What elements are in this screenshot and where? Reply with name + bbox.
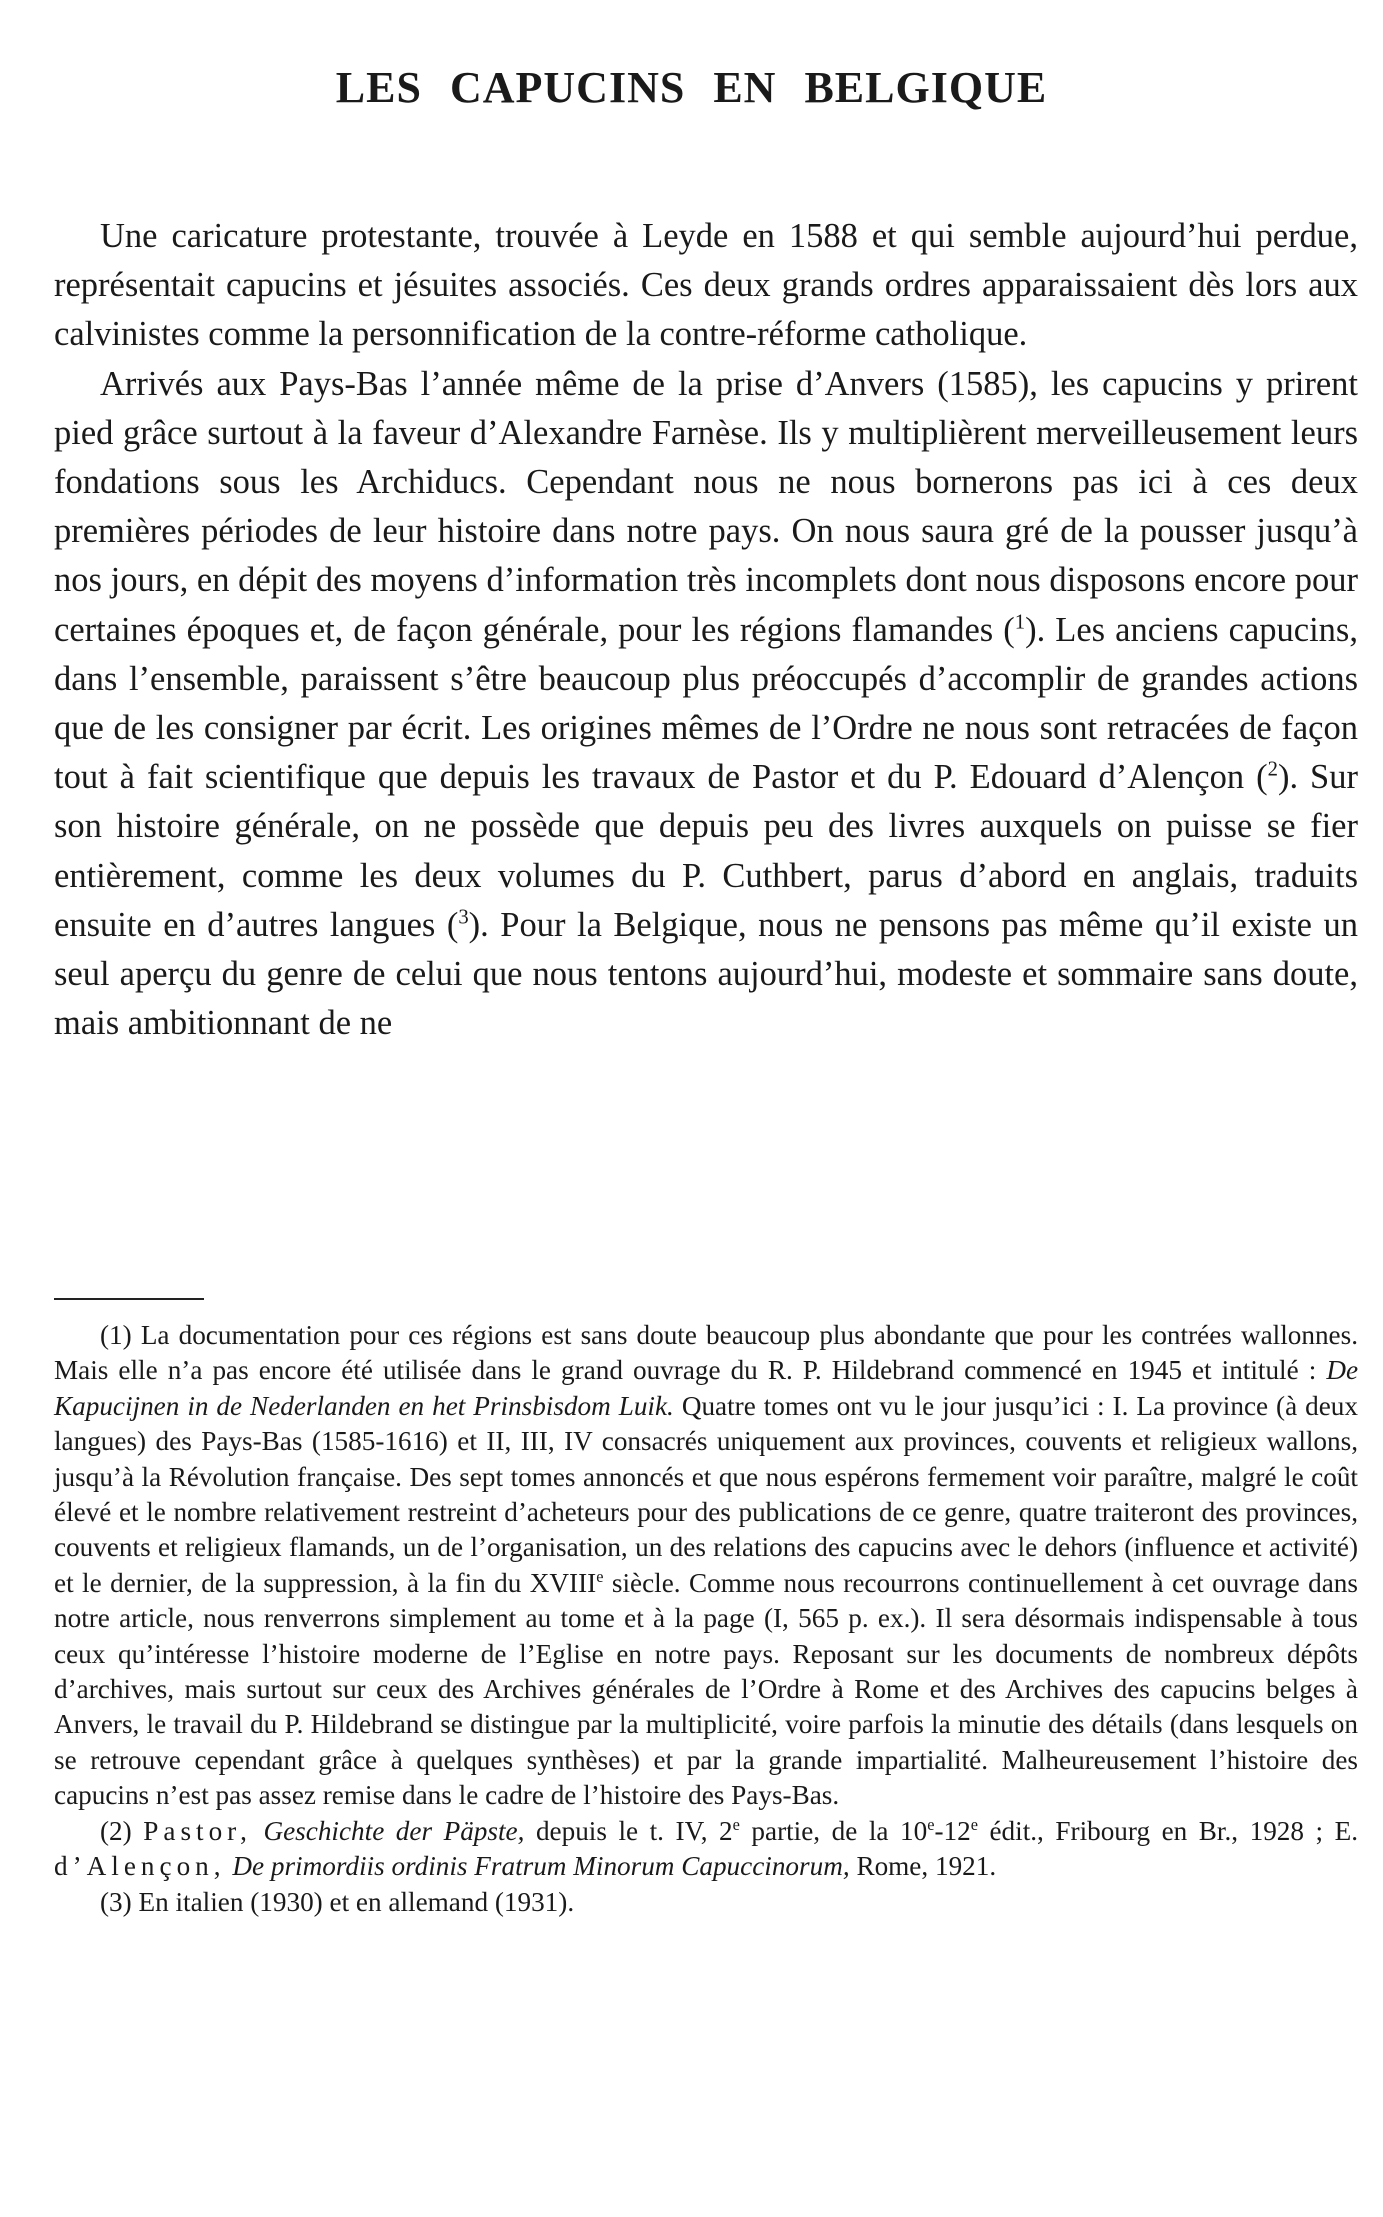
footnote-number: (2): [100, 1815, 132, 1846]
footnote-ref-2: 2: [1267, 758, 1278, 781]
cited-title: De Kapucijnen in de Nederlanden en het Prinsbisdom Luik.: [54, 1355, 1359, 1421]
footnote-number: (3): [100, 1886, 132, 1917]
text-run: ). Sur son histoire générale, on ne possède que depuis peu des livres auxquels on puisse se fier entièrement, comme les deux volumes du P. Cuthbert, parus d’abord en anglais, traduits ensuite en d’autres langues (: [54, 758, 1358, 944]
superscript: e: [596, 1566, 604, 1586]
text-run: édit., Fribourg en Br., 1928 ; E.: [977, 1815, 1359, 1846]
text-run: partie, de la 10: [739, 1815, 928, 1846]
text-run: -12: [934, 1815, 971, 1846]
author-name: d’Alençon,: [54, 1851, 226, 1882]
page-title: [0, 62, 1383, 115]
paragraph-2: [54, 360, 1358, 1049]
footnote-ref-3: 3: [458, 906, 469, 929]
title-word: CAPUCINS: [449, 63, 686, 112]
paragraph-1: Une caricature protestante, trouvée à Leyde en 1588 et qui semble aujourd’hui perdue, représentait capucins et jésuites associés. Ces deux grands ordres apparaissaient dès lors aux calvinistes comme la personnification de la contre-réforme catholique.: [54, 217, 1358, 354]
text-run: La documentation pour ces régions est sans doute beaucoup plus abondante que pour les contrées wallonnes. Mais elle n’a pas encore été utilisée dans le grand ouvrage du R. P. Hildebrand commencé en 1945 et intitulé :: [54, 1320, 1359, 1386]
title-word: EN: [713, 63, 777, 112]
footnote-number: (1): [100, 1320, 132, 1350]
text-run: Quatre tomes ont vu le jour jusqu’ici : I. La province (à deux langues) des Pays-Bas (1585-1616) et II, III, IV consacrés uniquement aux provinces, couvents et religieux wallons, jusqu’à la Révolution française. Des sept tomes annoncés et que nous espérons fermement voir paraître, malgré le coût élevé et le nombre relativement restreint d’acheteurs pour des publications de ce genre, quatre traiteront des provinces, couvents et religieux flamands, un de l’organisation, un des relations des capucins avec le dehors (influence et activité) et le dernier, de la suppression, à la fin du XVIII: [54, 1390, 1358, 1598]
cited-title: De primordiis ordinis Fratrum Minorum Capuccinorum,: [232, 1851, 850, 1882]
text-run: Rome, 1921.: [856, 1851, 997, 1882]
footnotes: [54, 1318, 1358, 1920]
cited-title: Geschichte der Päpste,: [263, 1815, 525, 1846]
footnote-divider: [54, 1298, 204, 1300]
text-run: En italien (1930) et en allemand (1931).: [138, 1886, 575, 1917]
text-run: Arrivés aux Pays-Bas l’année même de la prise d’Anvers (1585), les capucins y prirent pied grâce surtout à la faveur d’Alexandre Farnèse. Ils y multiplièrent merveilleusement leurs fondations sous les Archiducs. Cependant nous ne nous bornerons pas ici à ces deux premières périodes de leur histoire dans notre pays. On nous saura gré de la pousser jusqu’à nos jours, en dépit des moyens d’information très incomplets dont nous disposons encore pour certaines époques et, de façon générale, pour les régions flamandes (: [54, 364, 1358, 649]
text-run: siècle. Comme nous recourrons continuellement à cet ouvrage dans notre article, nous renverrons simplement au tome et à la page (I, 565 p. ex.). Il sera désormais indispensable à tous ceux qu’intéresse l’histoire moderne de l’Eglise en notre pays. Reposant sur les documents de nombreux dépôts d’archives, mais surtout sur ceux des Archives générales de l’Ordre à Rome et des Archives des capucins belges à Anvers, le travail du P. Hildebrand se distingue par la multiplicité, voire parfois la minutie des détails (dans lesquels on se retrouve cependant grâce à quelques synthèses) et par la grande impartialité. Malheureusement l’histoire des capucins n’est pas assez remise dans le cadre de l’histoire des Pays-Bas.: [54, 1567, 1358, 1811]
footnote-1: [54, 1318, 1358, 1814]
title-word: BELGIQUE: [804, 63, 1048, 112]
superscript: e: [970, 1814, 978, 1834]
footnote-2: [54, 1814, 1358, 1885]
footnote-3: [54, 1885, 1358, 1920]
title-word: LES: [335, 63, 422, 112]
main-text: [54, 212, 1358, 1048]
author-name: Pastor,: [143, 1815, 252, 1846]
footnote-ref-1: 1: [1014, 611, 1026, 634]
text-run: ). Les anciens capucins, dans l’ensemble, paraissent s’être beaucoup plus préoccupés d’accomplir de grandes actions que de les consigner par écrit. Les origines mêmes de l’Ordre ne nous sont retracées de façon tout à fait scientifique que depuis les travaux de Pastor et du P. Edouard d’Alençon (: [54, 610, 1358, 797]
text-run: ). Pour la Belgique, nous ne pensons pas même qu’il existe un seul aperçu du genre de celui que nous tentons aujourd’hui, modeste et sommaire sans doute, mais ambitionnant de ne: [54, 905, 1358, 1043]
text-run: depuis le t. IV, 2: [535, 1815, 733, 1846]
superscript: e: [927, 1814, 935, 1834]
superscript: e: [732, 1814, 740, 1834]
